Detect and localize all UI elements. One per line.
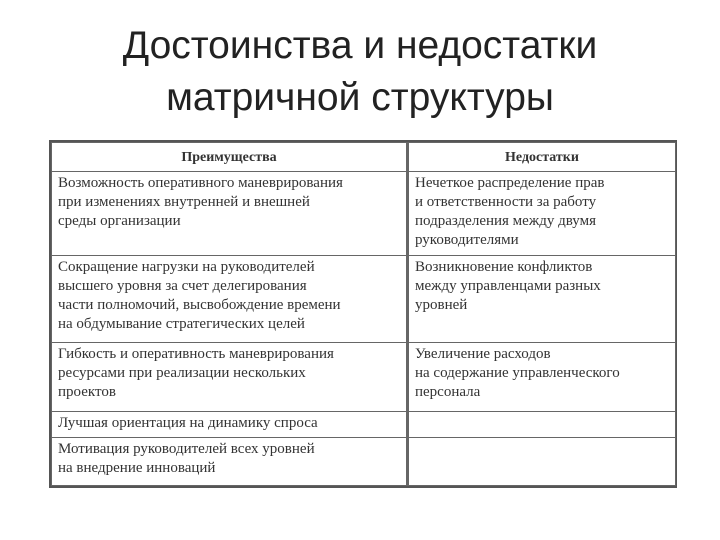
cell-line: на внедрение инноваций (58, 460, 216, 476)
cell-line: Возможность оперативного маневрирования (58, 175, 343, 191)
cell-line: Возникновение конфликтов (415, 259, 593, 275)
header-disadvantages: Недостатки (408, 143, 676, 172)
disadvantage-cell-empty (408, 438, 676, 486)
disadvantage-cell (408, 343, 676, 412)
table-row (52, 256, 676, 343)
cell-line: проектов (58, 384, 116, 400)
comparison-table (51, 142, 676, 486)
cell-line: руководителями (415, 232, 519, 248)
cell-line: при изменениях внутренней и внешней (58, 194, 310, 210)
disadvantage-cell-empty (408, 412, 676, 438)
cell-line: ресурсами при реализации нескольких (58, 365, 306, 381)
table-row (52, 412, 676, 438)
cell-line: Мотивация руководителей всех уровней (58, 441, 315, 457)
advantage-cell (52, 412, 408, 438)
table-row (52, 343, 676, 412)
comparison-table-frame (49, 140, 677, 488)
table-header-row (52, 143, 676, 172)
cell-line: Увеличение расходов (415, 346, 551, 362)
cell-line: среды организации (58, 213, 181, 229)
disadvantage-cell (408, 172, 676, 256)
cell-line: Гибкость и оперативность маневрирования (58, 346, 334, 362)
cell-line: Лучшая ориентация на динамику спроса (58, 415, 318, 431)
slide-title-line-1: Достоинства и недостатки (122, 24, 598, 67)
cell-line: подразделения между двумя (415, 213, 596, 229)
disadvantage-cell (408, 256, 676, 343)
cell-line: высшего уровня за счет делегирования (58, 278, 307, 294)
table-row (52, 438, 676, 486)
cell-line: на обдумывание стратегических целей (58, 316, 305, 332)
cell-line: и ответственности за работу (415, 194, 597, 210)
advantage-cell (52, 256, 408, 343)
cell-line: Нечеткое распределение прав (415, 175, 605, 191)
cell-line: на содержание управленческого (415, 365, 620, 381)
table-row (52, 172, 676, 256)
header-advantages: Преимущества (52, 143, 408, 172)
cell-line: Сокращение нагрузки на руководителей (58, 259, 315, 275)
cell-line: персонала (415, 384, 481, 400)
advantage-cell (52, 172, 408, 256)
slide-title (0, 20, 720, 124)
cell-line: между управленцами разных (415, 278, 601, 294)
cell-line: части полномочий, высвобождение времени (58, 297, 341, 313)
cell-line: уровней (415, 297, 468, 313)
advantage-cell (52, 343, 408, 412)
advantage-cell (52, 438, 408, 486)
slide-title-line-2: матричной структуры (166, 76, 554, 119)
